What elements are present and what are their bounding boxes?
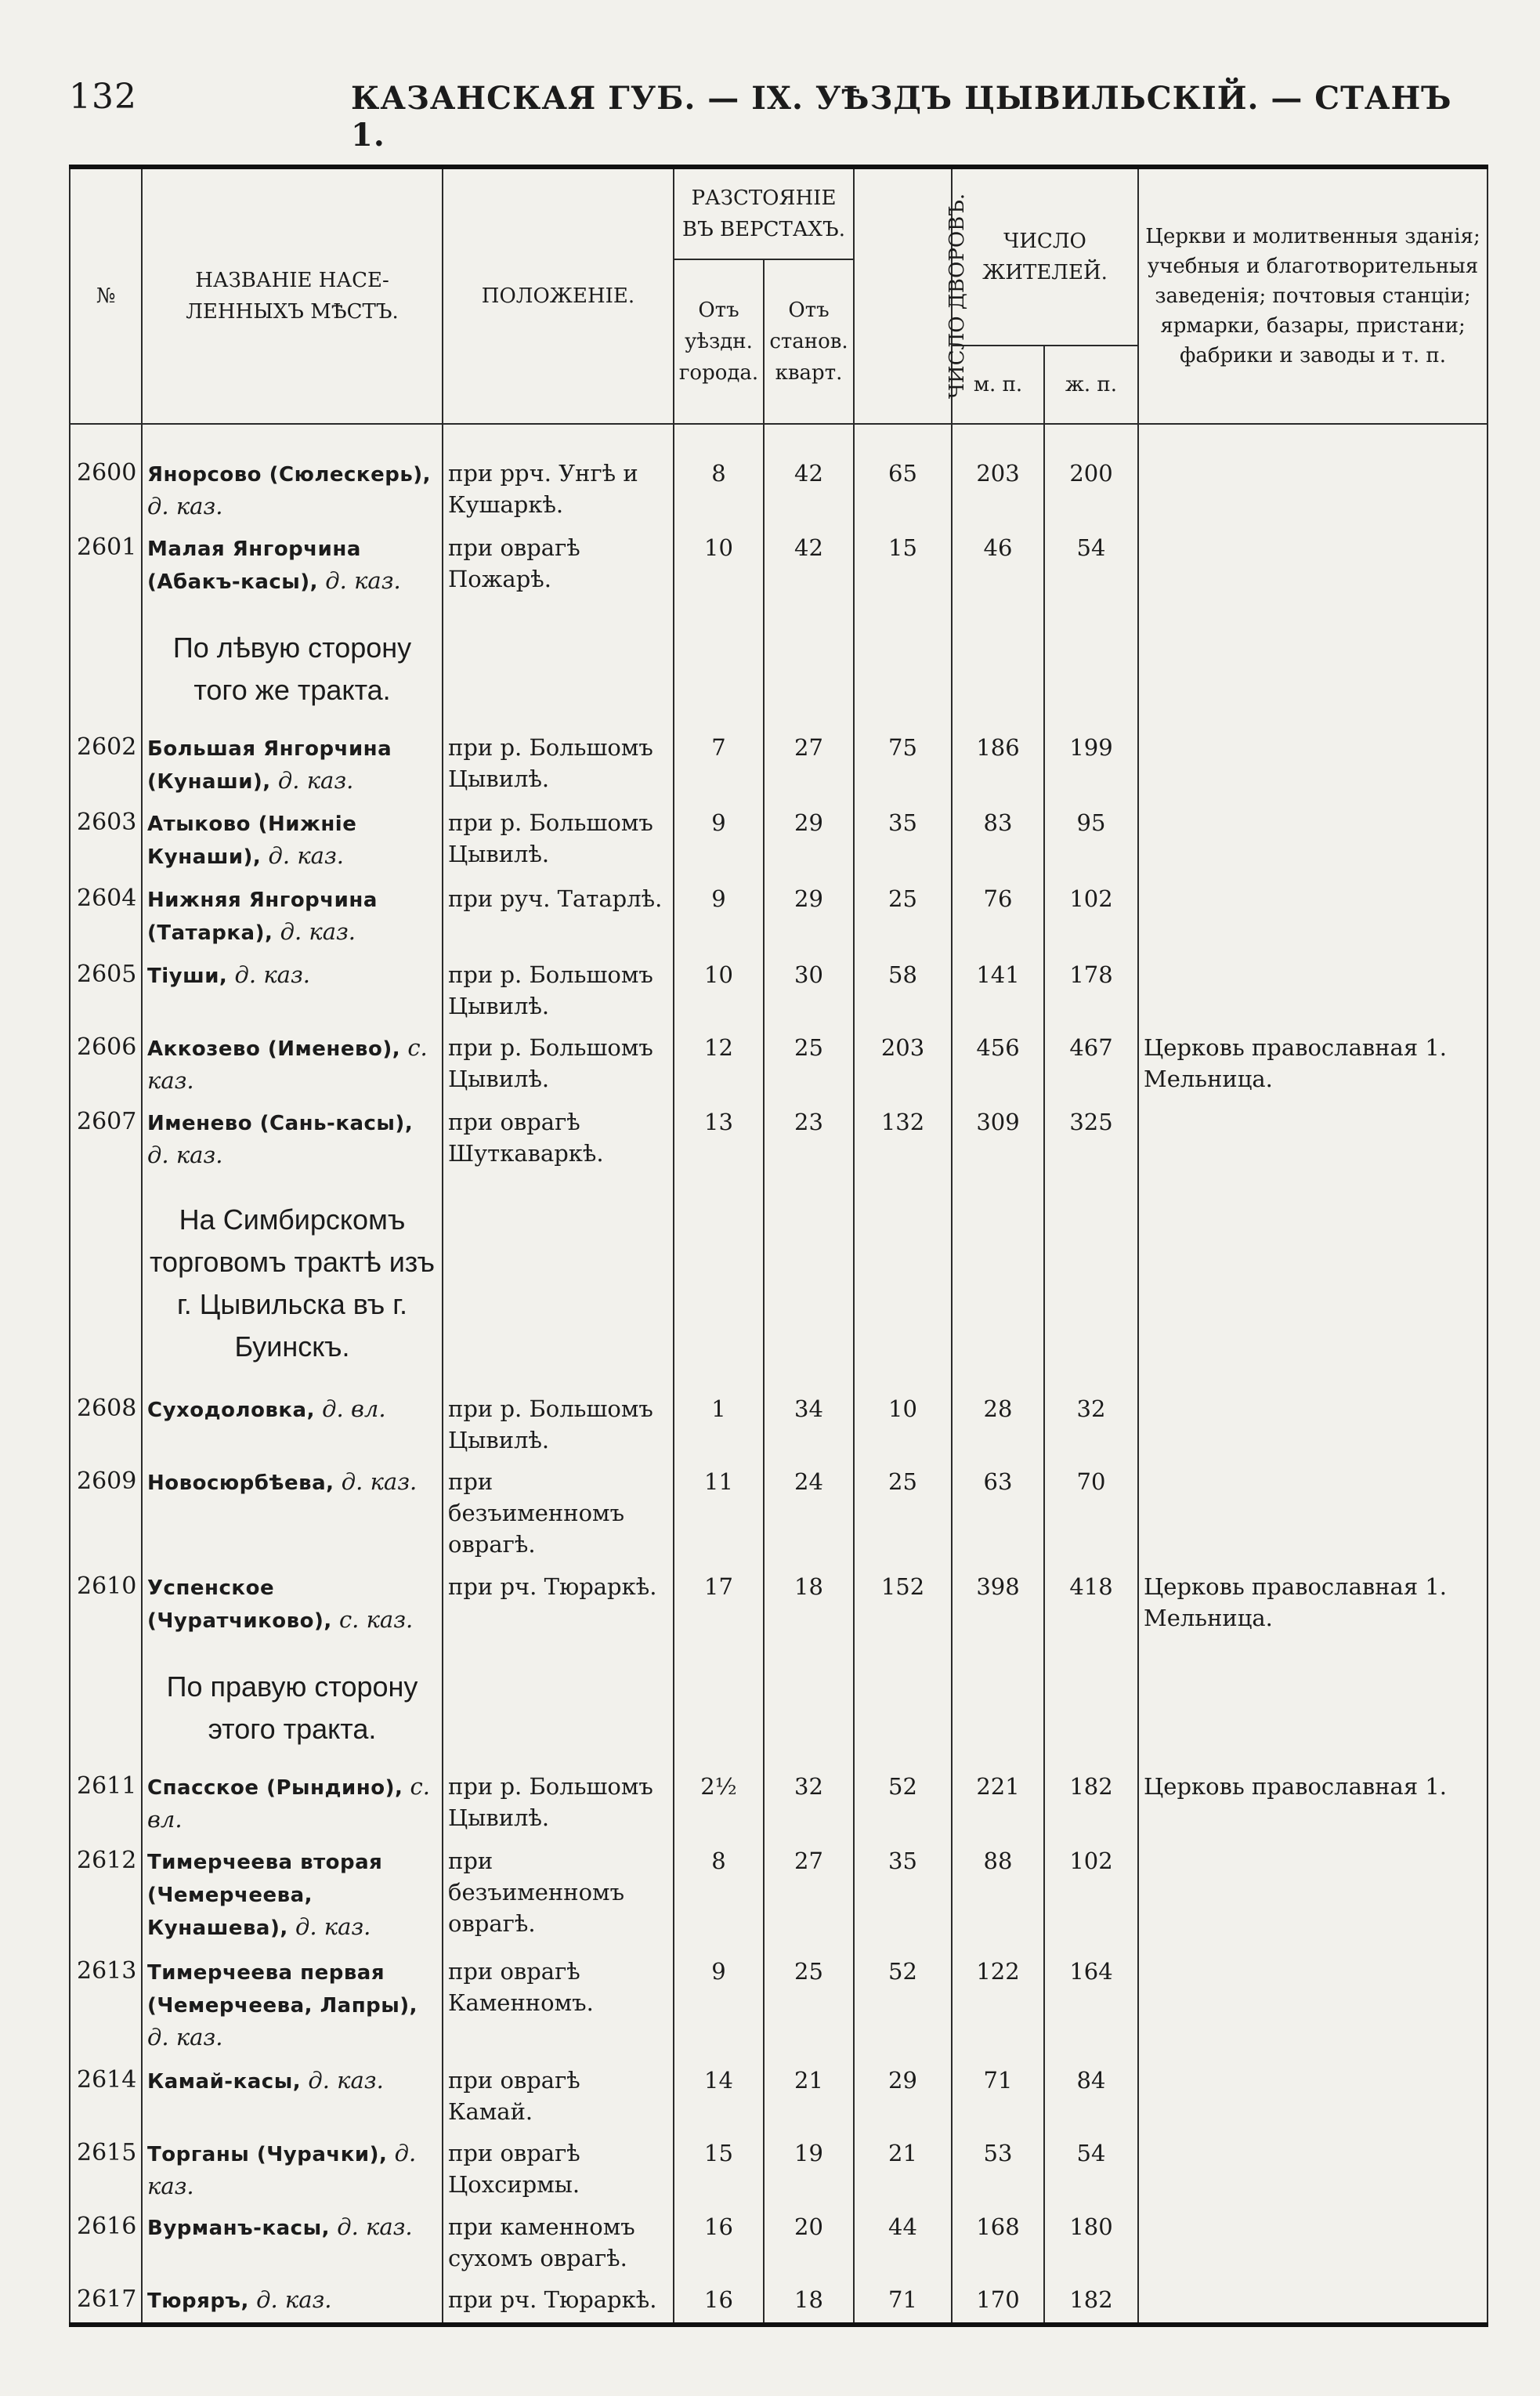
settlement-kind: д. вл. (322, 1395, 386, 1422)
male-cell: 53 (952, 2134, 1044, 2209)
empty-cell (1044, 1644, 1138, 1768)
distance-station-cell: 21 (764, 2061, 854, 2134)
female-cell: 199 (1044, 729, 1138, 805)
settlement-kind: д. каз. (147, 2139, 417, 2199)
spacer-cell (70, 424, 142, 454)
settlement-name-cell (142, 956, 443, 1029)
settlement-name: Торганы (Чурачки), (147, 2142, 388, 2166)
row-number: 2601 (70, 529, 142, 605)
distance-station-cell: 19 (764, 2134, 854, 2209)
distance-station-cell: 18 (764, 2281, 854, 2325)
settlement-kind: д. каз. (337, 2213, 413, 2241)
row-number: 2611 (70, 1768, 142, 1842)
households-cell: 25 (854, 1463, 952, 1569)
row-number: 2612 (70, 1842, 142, 1953)
distance-city-cell: 2½ (674, 1768, 764, 1842)
empty-cell (764, 605, 854, 729)
col-header-households (854, 167, 970, 424)
settlement-name: Именево (Сань-касы), (147, 1111, 414, 1135)
position-cell: при руч. Татарлѣ. (443, 880, 674, 956)
spacer-row (70, 424, 1488, 454)
female-cell: 54 (1044, 529, 1138, 605)
distance-station-cell: 24 (764, 1463, 854, 1569)
col-header-distance: РАЗСТОЯНІЕ ВЪ ВЕРСТАХЪ. (674, 167, 854, 259)
settlement-kind: д. каз. (308, 2066, 384, 2094)
male-cell: 122 (952, 1953, 1044, 2061)
male-cell: 398 (952, 1568, 1044, 1644)
settlement-kind: д. каз. (147, 1141, 223, 1168)
section-no-cell (70, 1644, 142, 1768)
table-row (70, 880, 1488, 956)
empty-cell (764, 1644, 854, 1768)
distance-city-cell: 16 (674, 2281, 764, 2325)
settlement-name-cell (142, 880, 443, 956)
distance-city-cell: 9 (674, 804, 764, 880)
col-header-female: ж. п. (1044, 346, 1138, 424)
distance-station-cell: 42 (764, 529, 854, 605)
settlement-name-cell (142, 2208, 443, 2281)
table-row (70, 1768, 1488, 1842)
section-heading: На Симбирскомъ торговомъ трактѣ изъ г. Цывильска въ г. Буинскъ. (142, 1177, 443, 1390)
settlement-name-cell (142, 804, 443, 880)
female-cell: 102 (1044, 1842, 1138, 1953)
position-cell: при рч. Тюраркѣ. (443, 1568, 674, 1644)
settlement-kind: д. каз. (277, 766, 354, 794)
households-cell: 10 (854, 1390, 952, 1463)
female-cell: 182 (1044, 1768, 1138, 1842)
position-cell: при оврагѣ Цохсирмы. (443, 2134, 674, 2209)
settlement-name: Нижняя Янгорчина (Татарка), (147, 889, 378, 946)
male-cell: 83 (952, 804, 1044, 880)
position-cell: при р. Большомъ Цывилѣ. (443, 729, 674, 805)
female-cell: 54 (1044, 2134, 1138, 2209)
empty-cell (952, 1644, 1044, 1768)
settlement-name: Малая Янгорчина (Абакъ-касы), (147, 537, 361, 594)
spacer-cell (1044, 424, 1138, 454)
position-cell: при безъименномъ оврагѣ. (443, 1842, 674, 1953)
col-header-dist-station: Отъ станов. кварт. (764, 259, 854, 424)
row-number: 2615 (70, 2134, 142, 2209)
settlement-kind: д. каз. (280, 918, 356, 946)
distance-city-cell: 17 (674, 1568, 764, 1644)
settlement-name-cell (142, 1029, 443, 1103)
notes-cell (1138, 804, 1488, 880)
empty-cell (854, 1644, 952, 1768)
row-number: 2616 (70, 2208, 142, 2281)
settlement-name: Суходоловка, (147, 1398, 315, 1422)
row-number: 2613 (70, 1953, 142, 2061)
distance-station-cell: 42 (764, 454, 854, 529)
table-row (70, 2134, 1488, 2209)
row-number: 2607 (70, 1103, 142, 1178)
section-no-cell (70, 605, 142, 729)
households-cell: 35 (854, 1842, 952, 1953)
notes-cell (1138, 1953, 1488, 2061)
position-cell: при ррч. Унгѣ и Кушаркѣ. (443, 454, 674, 529)
settlement-name-cell (142, 1953, 443, 2061)
settlement-kind: д. каз. (295, 1913, 371, 1940)
settlement-name: Большая Янгорчина (Кунаши), (147, 737, 392, 794)
distance-city-cell: 10 (674, 529, 764, 605)
notes-cell (1138, 956, 1488, 1029)
col-header-dist-city: Отъ уѣздн. города. (674, 259, 764, 424)
settlement-name-cell (142, 729, 443, 805)
female-cell: 418 (1044, 1568, 1138, 1644)
households-cell: 71 (854, 2281, 952, 2325)
notes-cell: Церковь православная 1. Мельница. (1138, 1568, 1488, 1644)
distance-city-cell: 13 (674, 1103, 764, 1178)
settlement-name-cell (142, 2134, 443, 2209)
page-running-title: КАЗАНСКАЯ ГУБ. — IX. УѢЗДЪ ЦЫВИЛЬСКІЙ. — СТАНЪ 1. (351, 80, 1452, 154)
position-cell: при безъименномъ оврагѣ. (443, 1463, 674, 1569)
notes-cell (1138, 454, 1488, 529)
notes-cell (1138, 1463, 1488, 1569)
col-header-residents: ЧИСЛО ЖИТЕЛЕЙ. (952, 167, 1138, 346)
female-cell: 84 (1044, 2061, 1138, 2134)
spacer-cell (443, 424, 674, 454)
table-row (70, 2061, 1488, 2134)
male-cell: 309 (952, 1103, 1044, 1178)
settlement-name-cell (142, 1390, 443, 1463)
position-cell: при оврагѣ Камай. (443, 2061, 674, 2134)
male-cell: 63 (952, 1463, 1044, 1569)
female-cell: 164 (1044, 1953, 1138, 2061)
female-cell: 325 (1044, 1103, 1138, 1178)
distance-city-cell: 1 (674, 1390, 764, 1463)
position-cell: при р. Большомъ Цывилѣ. (443, 1768, 674, 1842)
col-header-name: НАЗВАНІЕ НАСЕ- ЛЕННЫХЪ МѢСТЪ. (142, 167, 443, 424)
table-row (70, 2208, 1488, 2281)
distance-station-cell: 18 (764, 1568, 854, 1644)
col-header-no: № (70, 167, 142, 424)
section-row (70, 1644, 1488, 1768)
row-number: 2604 (70, 880, 142, 956)
notes-cell (1138, 2208, 1488, 2281)
male-cell: 456 (952, 1029, 1044, 1103)
row-number: 2602 (70, 729, 142, 805)
settlement-name: Янорсово (Сюлескерь), (147, 463, 432, 487)
distance-station-cell: 27 (764, 1842, 854, 1953)
section-heading: По правую сторону этого тракта. (142, 1644, 443, 1768)
distance-city-cell: 8 (674, 1842, 764, 1953)
position-cell: при оврагѣ Пожарѣ. (443, 529, 674, 605)
distance-city-cell: 9 (674, 880, 764, 956)
settlement-name: Камай-касы, (147, 2069, 302, 2094)
table-row (70, 1390, 1488, 1463)
row-number: 2600 (70, 454, 142, 529)
distance-station-cell: 25 (764, 1029, 854, 1103)
settlement-kind: д. каз. (234, 961, 310, 989)
empty-cell (854, 1177, 952, 1390)
position-cell: при рч. Тюраркѣ. (443, 2281, 674, 2325)
distance-station-cell: 29 (764, 880, 854, 956)
position-cell: при р. Большомъ Цывилѣ. (443, 1029, 674, 1103)
settlement-name: Тіуши, (147, 965, 228, 989)
row-number: 2609 (70, 1463, 142, 1569)
female-cell: 95 (1044, 804, 1138, 880)
distance-city-cell: 8 (674, 454, 764, 529)
settlement-kind: с. каз. (147, 1033, 428, 1094)
settlement-name-cell (142, 1568, 443, 1644)
settlement-name-cell (142, 529, 443, 605)
distance-station-cell: 29 (764, 804, 854, 880)
distance-city-cell: 11 (674, 1463, 764, 1569)
male-cell: 170 (952, 2281, 1044, 2325)
households-cell: 21 (854, 2134, 952, 2209)
empty-cell (1138, 1644, 1488, 1768)
empty-cell (674, 1177, 764, 1390)
table-row (70, 956, 1488, 1029)
settlement-name-cell (142, 1768, 443, 1842)
spacer-cell (142, 424, 443, 454)
notes-cell (1138, 1390, 1488, 1463)
settlement-name: Тимерчеева первая (Чемерчеева, Лапры), (147, 1960, 418, 2018)
female-cell: 467 (1044, 1029, 1138, 1103)
households-cell: 35 (854, 804, 952, 880)
table-row (70, 1568, 1488, 1644)
distance-city-cell: 16 (674, 2208, 764, 2281)
settlement-kind: с. каз. (338, 1606, 414, 1634)
distance-station-cell: 23 (764, 1103, 854, 1178)
households-cell: 52 (854, 1953, 952, 2061)
table-row (70, 1463, 1488, 1569)
spacer-cell (952, 424, 1044, 454)
distance-city-cell: 10 (674, 956, 764, 1029)
distance-city-cell: 15 (674, 2134, 764, 2209)
female-cell: 102 (1044, 880, 1138, 956)
male-cell: 141 (952, 956, 1044, 1029)
empty-cell (1138, 605, 1488, 729)
households-cell: 65 (854, 454, 952, 529)
row-number: 2617 (70, 2281, 142, 2325)
settlement-kind: д. каз. (147, 2023, 223, 2050)
notes-cell (1138, 2061, 1488, 2134)
notes-cell (1138, 1842, 1488, 1953)
col-header-male: м. п. (952, 346, 1044, 424)
table-row (70, 1029, 1488, 1103)
settlement-kind: д. каз. (341, 1468, 418, 1495)
distance-station-cell: 27 (764, 729, 854, 805)
table-row (70, 454, 1488, 529)
settlement-kind: д. каз. (268, 842, 344, 870)
section-no-cell (70, 1177, 142, 1390)
notes-cell (1138, 2134, 1488, 2209)
table-row (70, 1842, 1488, 1953)
female-cell: 200 (1044, 454, 1138, 529)
male-cell: 71 (952, 2061, 1044, 2134)
section-row (70, 605, 1488, 729)
position-cell: при р. Большомъ Цывилѣ. (443, 1390, 674, 1463)
empty-cell (952, 1177, 1044, 1390)
households-cell: 25 (854, 880, 952, 956)
male-cell: 168 (952, 2208, 1044, 2281)
settlement-name: Аккозево (Именево), (147, 1037, 401, 1061)
notes-cell (1138, 1103, 1488, 1178)
table-row (70, 729, 1488, 805)
notes-cell: Церковь православная 1. (1138, 1768, 1488, 1842)
male-cell: 46 (952, 529, 1044, 605)
households-cell: 58 (854, 956, 952, 1029)
empty-cell (443, 605, 674, 729)
table-row (70, 804, 1488, 880)
row-number: 2608 (70, 1390, 142, 1463)
female-cell: 180 (1044, 2208, 1138, 2281)
notes-cell (1138, 880, 1488, 956)
settlement-kind: д. каз. (256, 2286, 332, 2314)
notes-cell: Церковь православная 1. Мельница. (1138, 1029, 1488, 1103)
distance-city-cell: 12 (674, 1029, 764, 1103)
settlement-name: Вурманъ-касы, (147, 2217, 330, 2241)
table-header (70, 167, 1488, 424)
male-cell: 88 (952, 1842, 1044, 1953)
settlement-name-cell (142, 1103, 443, 1178)
distance-city-cell: 7 (674, 729, 764, 805)
col-header-notes: Церкви и молитвенныя зданія; учебныя и благотворительныя заведенія; почтовыя станціи; ярмарки, базары, пристани; фабрики и заводы и т. п. (1138, 167, 1488, 424)
male-cell: 76 (952, 880, 1044, 956)
position-cell: при р. Большомъ Цывилѣ. (443, 956, 674, 1029)
male-cell: 221 (952, 1768, 1044, 1842)
position-cell: при оврагѣ Каменномъ. (443, 1953, 674, 2061)
households-cell: 15 (854, 529, 952, 605)
position-cell: при оврагѣ Шуткаваркѣ. (443, 1103, 674, 1178)
male-cell: 28 (952, 1390, 1044, 1463)
page-number: 132 (69, 77, 137, 117)
male-cell: 203 (952, 454, 1044, 529)
female-cell: 178 (1044, 956, 1138, 1029)
empty-cell (443, 1644, 674, 1768)
settlement-name: Спасское (Рындино), (147, 1776, 403, 1801)
settlement-name: Тимерчеева вторая (Чемерчеева, Кунашева), (147, 1850, 383, 1940)
distance-station-cell: 34 (764, 1390, 854, 1463)
position-cell: при каменномъ сухомъ оврагѣ. (443, 2208, 674, 2281)
empty-cell (764, 1177, 854, 1390)
settlement-kind: д. каз. (325, 566, 401, 594)
empty-cell (854, 605, 952, 729)
settlement-name-cell (142, 1842, 443, 1953)
households-cell: 132 (854, 1103, 952, 1178)
section-heading: По лѣвую сторону того же тракта. (142, 605, 443, 729)
notes-cell (1138, 729, 1488, 805)
settlement-name: Атыково (Нижніе Кунаши), (147, 813, 357, 870)
households-cell: 52 (854, 1768, 952, 1842)
settlement-name: Успенское (Чуратчиково), (147, 1576, 332, 1634)
settlement-name-cell (142, 454, 443, 529)
spacer-cell (764, 424, 854, 454)
table-body (70, 424, 1488, 2325)
distance-station-cell: 25 (764, 1953, 854, 2061)
settlement-name-cell (142, 2061, 443, 2134)
page-header (69, 77, 1495, 154)
households-cell: 75 (854, 729, 952, 805)
notes-cell (1138, 2281, 1488, 2325)
col-header-households-text: ЧИСЛО ДВОРОВЪ. (945, 193, 970, 400)
distance-station-cell: 20 (764, 2208, 854, 2281)
distance-city-cell: 9 (674, 1953, 764, 2061)
spacer-cell (854, 424, 952, 454)
spacer-cell (1138, 424, 1488, 454)
households-cell: 203 (854, 1029, 952, 1103)
row-number: 2614 (70, 2061, 142, 2134)
female-cell: 32 (1044, 1390, 1138, 1463)
settlement-kind: с. вл. (147, 1773, 431, 1833)
col-header-position: ПОЛОЖЕНІЕ. (443, 167, 674, 424)
female-cell: 70 (1044, 1463, 1138, 1569)
settlement-name-cell (142, 1463, 443, 1569)
settlement-name: Новосюрбѣева, (147, 1471, 334, 1495)
empty-cell (1138, 1177, 1488, 1390)
position-cell: при р. Большомъ Цывилѣ. (443, 804, 674, 880)
male-cell: 186 (952, 729, 1044, 805)
distance-station-cell: 30 (764, 956, 854, 1029)
households-cell: 152 (854, 1568, 952, 1644)
empty-cell (952, 605, 1044, 729)
spacer-cell (674, 424, 764, 454)
table-row (70, 1953, 1488, 2061)
households-cell: 29 (854, 2061, 952, 2134)
empty-cell (443, 1177, 674, 1390)
section-row (70, 1177, 1488, 1390)
empty-cell (674, 1644, 764, 1768)
settlement-name-cell (142, 2281, 443, 2325)
households-cell: 44 (854, 2208, 952, 2281)
notes-cell (1138, 529, 1488, 605)
distance-city-cell: 14 (674, 2061, 764, 2134)
row-number: 2605 (70, 956, 142, 1029)
row-number: 2606 (70, 1029, 142, 1103)
table-row (70, 2281, 1488, 2325)
settlements-table (69, 165, 1488, 2327)
row-number: 2610 (70, 1568, 142, 1644)
empty-cell (1044, 1177, 1138, 1390)
female-cell: 182 (1044, 2281, 1138, 2325)
empty-cell (1044, 605, 1138, 729)
empty-cell (674, 605, 764, 729)
table-row (70, 1103, 1488, 1178)
settlement-name: Тюряръ, (147, 2289, 249, 2314)
row-number: 2603 (70, 804, 142, 880)
settlement-kind: д. каз. (147, 493, 223, 519)
table-row (70, 529, 1488, 605)
distance-station-cell: 32 (764, 1768, 854, 1842)
